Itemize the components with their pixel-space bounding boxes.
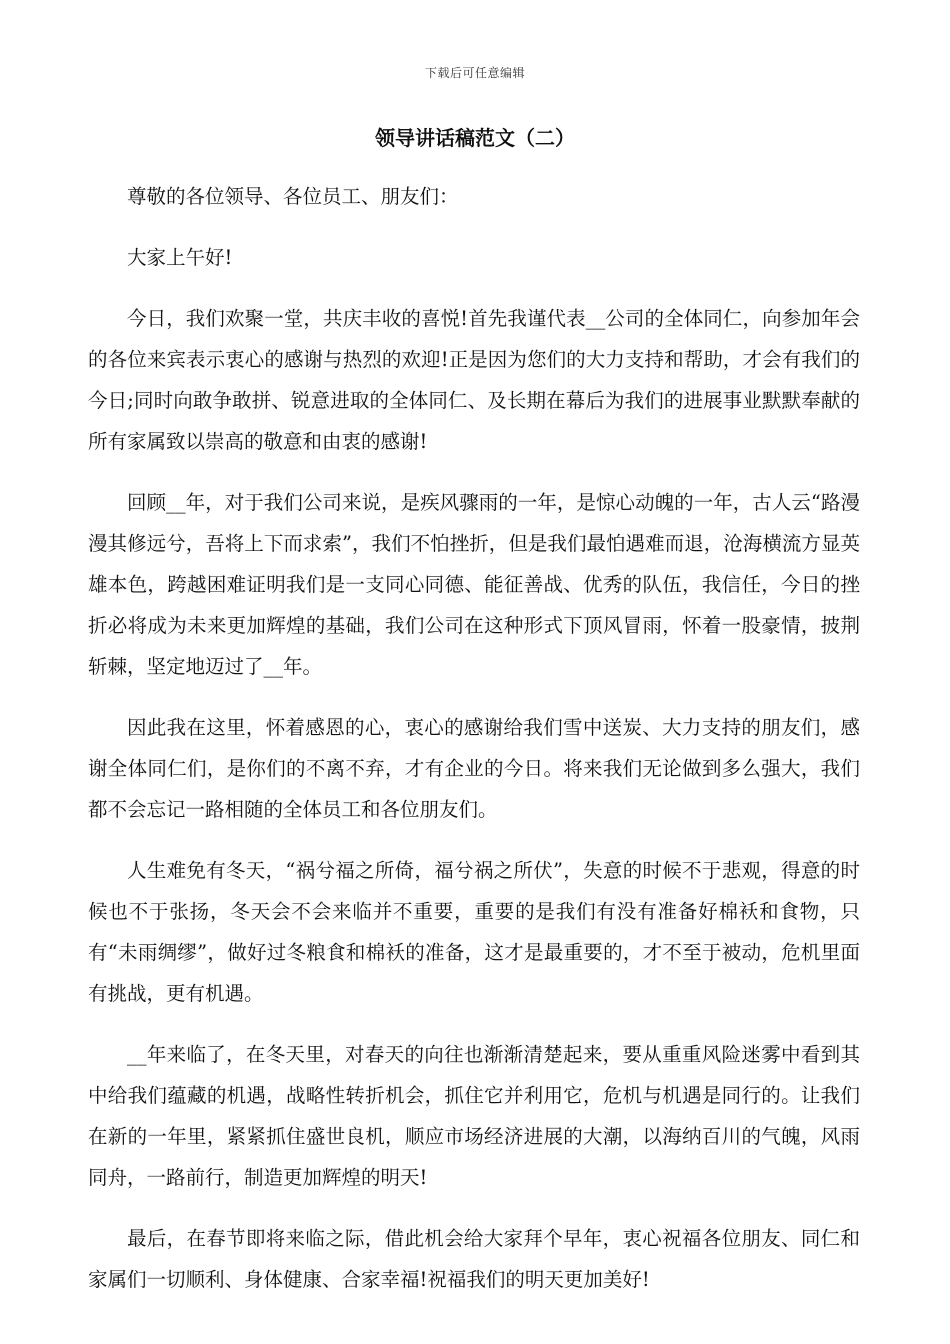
paragraph: 因此我在这里，怀着感恩的心，衷心的感谢给我们雪中送炭、大力支持的朋友们，感谢全体同仁们，是你们的不离不弃，才有企业的今日。将来我们无论做到多么强大，我们都不会忘记一路相随的全体员工和各位朋友们。	[88, 716, 860, 821]
document-body	[88, 176, 860, 1320]
paragraph: 今日，我们欢聚一堂，共庆丰收的喜悦!首先我谨代表__公司的全体同仁，向参加年会的各位来宾表示衷心的感谢与热烈的欢迎!正是因为您们的大力支持和帮助，才会有我们的今日;同时向敢争敢拼、锐意进取的全体同仁、及长期在幕后为我们的进展事业默默奉献的所有家属致以崇高的敬意和由衷的感谢!	[88, 307, 860, 453]
greeting: 大家上午好!	[127, 246, 233, 269]
paragraph: 人生难免有冬天，“祸兮福之所倚，福兮祸之所伏”，失意的时候不于悲观，得意的时候也不于张扬，冬天会不会来临并不重要，重要的是我们有没有准备好棉袄和食物，只有“未雨绸缪”，做好过冬粮食和棉袄的准备，这才是最重要的，才不至于被动，危机里面有挑战，更有机遇。	[88, 859, 860, 1005]
paragraph: __年来临了，在冬天里，对春天的向往也渐渐清楚起来，要从重重风险迷雾中看到其中给我们蕴藏的机遇，战略性转折机会，抓住它并利用它，危机与机遇是同行的。让我们在新的一年里，紧紧抓住盛世良机，顺应市场经济进展的大潮，以海纳百川的气魄，风雨同舟，一路前行，制造更加辉煌的明天!	[88, 1043, 860, 1189]
document-title: 领导讲话稿范文（二）	[375, 126, 575, 150]
salutation: 尊敬的各位领导、各位员工、朋友们：	[127, 185, 459, 208]
closing-paragraph: 最后，在春节即将来临之际，借此机会给大家拜个早年，衷心祝福各位朋友、同仁和家属们一切顺利、身体健康、合家幸福!祝福我们的明天更加美好!	[88, 1227, 860, 1291]
paragraph: 回顾__年，对于我们公司来说，是疾风骤雨的一年，是惊心动魄的一年，古人云“路漫漫其修远兮，吾将上下而求索”，我们不怕挫折，但是我们最怕遇难而退，沧海横流方显英雄本色，跨越困难证明我们是一支同心同德、能征善战、优秀的队伍，我信任，今日的挫折必将成为未来更加辉煌的基础，我们公司在这种形式下顶风冒雨，怀着一股豪情，披荆斩棘，坚定地迈过了__年。	[88, 491, 860, 678]
header-note: 下载后可任意编辑	[424, 66, 525, 80]
